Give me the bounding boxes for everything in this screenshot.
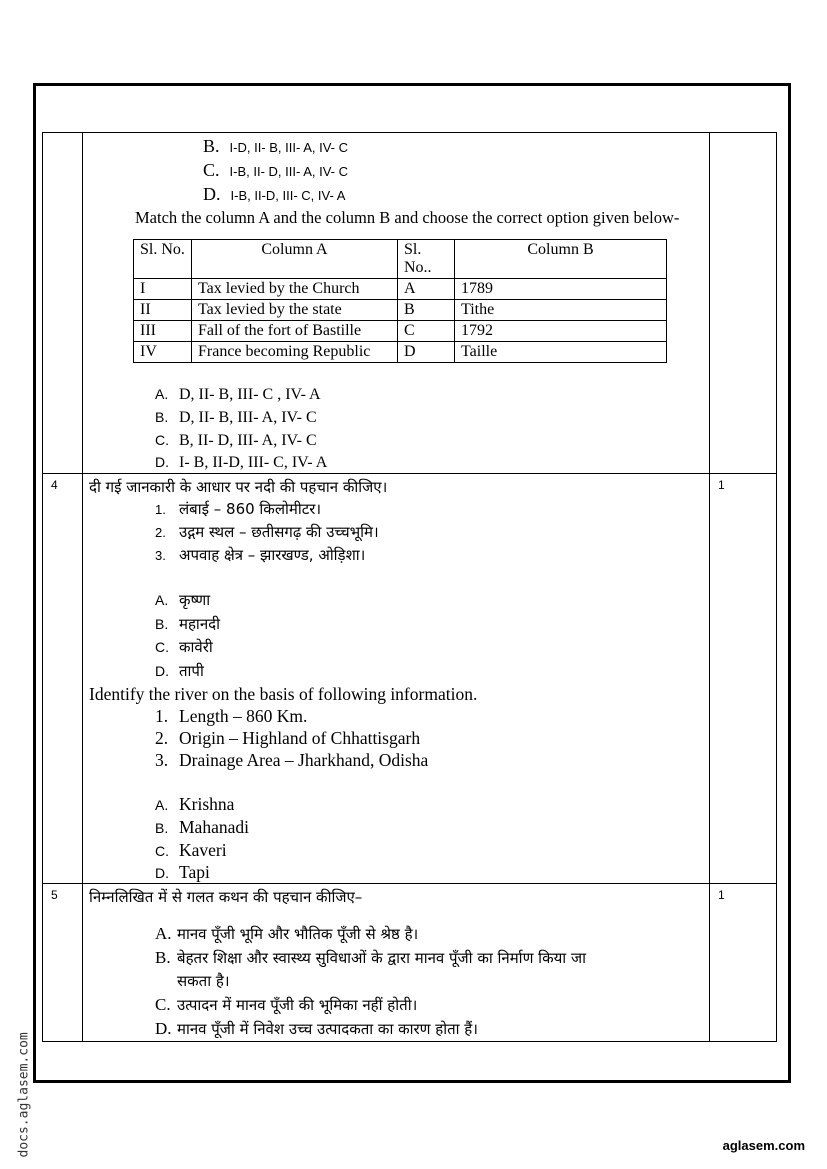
cell-sl-a: I xyxy=(134,279,192,300)
table-row-question-4 xyxy=(43,474,777,884)
cell-col-b: Tithe xyxy=(455,300,667,321)
cell-sl-a: III xyxy=(134,321,192,342)
marks: 1 xyxy=(710,884,777,1042)
header-column-a: Column A xyxy=(192,240,398,279)
option-c: C. कावेरी xyxy=(155,638,213,656)
cell-col-a: Fall of the fort of Bastille xyxy=(192,321,398,342)
question-number: 5 xyxy=(43,884,83,1042)
question-table xyxy=(42,132,777,1042)
match-table xyxy=(133,239,667,363)
option-b-bottom: B. D, II- B, III- A, IV- C xyxy=(155,409,317,426)
marks: 1 xyxy=(710,474,777,884)
q4-english-prompt: Identify the river on the basis of following information. xyxy=(89,684,478,704)
cell-sl-a: IV xyxy=(134,342,192,363)
list-item: 3. अपवाह क्षेत्र – झारखण्ड, ओड़िशा। xyxy=(155,546,366,564)
option-c: C. उत्पादन में मानव पूँजी की भूमिका नहीं होती। xyxy=(155,995,418,1014)
list-item: 2. उद्गम स्थल – छतीसगढ़ की उच्चभूमि। xyxy=(155,523,379,541)
question-number: 4 xyxy=(43,474,83,884)
table-row xyxy=(134,342,667,363)
cell-col-b: 1789 xyxy=(455,279,667,300)
option-d-bottom: D. I- B, II-D, III- C, IV- A xyxy=(155,454,328,471)
list-item: 2. Origin – Highland of Chhattisgarh xyxy=(155,728,421,748)
header-sl-a: Sl. No. xyxy=(134,240,192,279)
table-row-question-5 xyxy=(43,884,777,1042)
option-d-top: D. I-B, II-D, III- C, IV- A xyxy=(203,184,346,204)
cell-col-a: Tax levied by the state xyxy=(192,300,398,321)
option-b: B. बेहतर शिक्षा और स्वास्थ्य सुविधाओं के द्वारा मानव पूँजी का निर्माण किया जा xyxy=(155,948,586,967)
cell-col-a: Tax levied by the Church xyxy=(192,279,398,300)
match-table-header xyxy=(134,240,667,279)
option-d: D. मानव पूँजी में निवेश उच्च उत्पादकता का कारण होता हैं। xyxy=(155,1019,478,1038)
header-sl-b: Sl. No.. xyxy=(398,240,455,279)
list-item: 1. Length – 860 Km. xyxy=(155,706,308,726)
table-row-prev-question xyxy=(43,133,777,474)
option-d: D. तापी xyxy=(155,661,204,680)
table-row xyxy=(134,321,667,342)
option-a: A. Krishna xyxy=(155,794,235,814)
option-b: B. Mahanadi xyxy=(155,817,249,837)
option-a-bottom: A. D, II- B, III- C , IV- A xyxy=(155,386,321,403)
option-b: B. महानदी xyxy=(155,614,220,633)
option-a: A. मानव पूँजी भूमि और भौतिक पूँजी से श्रेष्ठ है। xyxy=(155,924,419,943)
cell-sl-b: A xyxy=(398,279,455,300)
option-b-top: B. I-D, II- B, III- A, IV- C xyxy=(203,136,348,156)
option-c-top: C. I-B, II- D, III- A, IV- C xyxy=(203,160,348,180)
question-body-cell xyxy=(83,133,710,474)
question-body-cell xyxy=(83,884,710,1042)
cell-sl-b: B xyxy=(398,300,455,321)
footer-brand: aglasem.com xyxy=(722,1138,805,1153)
option-c-bottom: C. B, II- D, III- A, IV- C xyxy=(155,432,317,449)
question-number-cell xyxy=(43,133,83,474)
option-a: A. कृष्णा xyxy=(155,591,211,609)
list-item: 1. लंबाई – 860 किलोमीटर। xyxy=(155,500,322,518)
question-body-cell xyxy=(83,474,710,884)
header-column-b: Column B xyxy=(455,240,667,279)
cell-sl-a: II xyxy=(134,300,192,321)
cell-sl-b: C xyxy=(398,321,455,342)
table-row xyxy=(134,279,667,300)
q4-hindi-prompt: दी गई जानकारी के आधार पर नदी की पहचान कीजिए। xyxy=(89,478,388,496)
cell-sl-b: D xyxy=(398,342,455,363)
table-row xyxy=(134,300,667,321)
option-c: C. Kaveri xyxy=(155,840,227,860)
cell-col-b: Taille xyxy=(455,342,667,363)
list-item: 3. Drainage Area – Jharkhand, Odisha xyxy=(155,750,429,770)
option-b-continuation: सकता है। xyxy=(177,972,230,990)
cell-col-b: 1792 xyxy=(455,321,667,342)
q5-hindi-prompt: निम्नलिखित में से गलत कथन की पहचान कीजिए– xyxy=(89,888,363,906)
option-d: D. Tapi xyxy=(155,862,210,882)
watermark: docs.aglasem.com xyxy=(16,1032,32,1158)
match-prompt: Match the column A and the column B and choose the correct option given below- xyxy=(135,208,680,227)
cell-col-a: France becoming Republic xyxy=(192,342,398,363)
marks-cell xyxy=(710,133,777,474)
